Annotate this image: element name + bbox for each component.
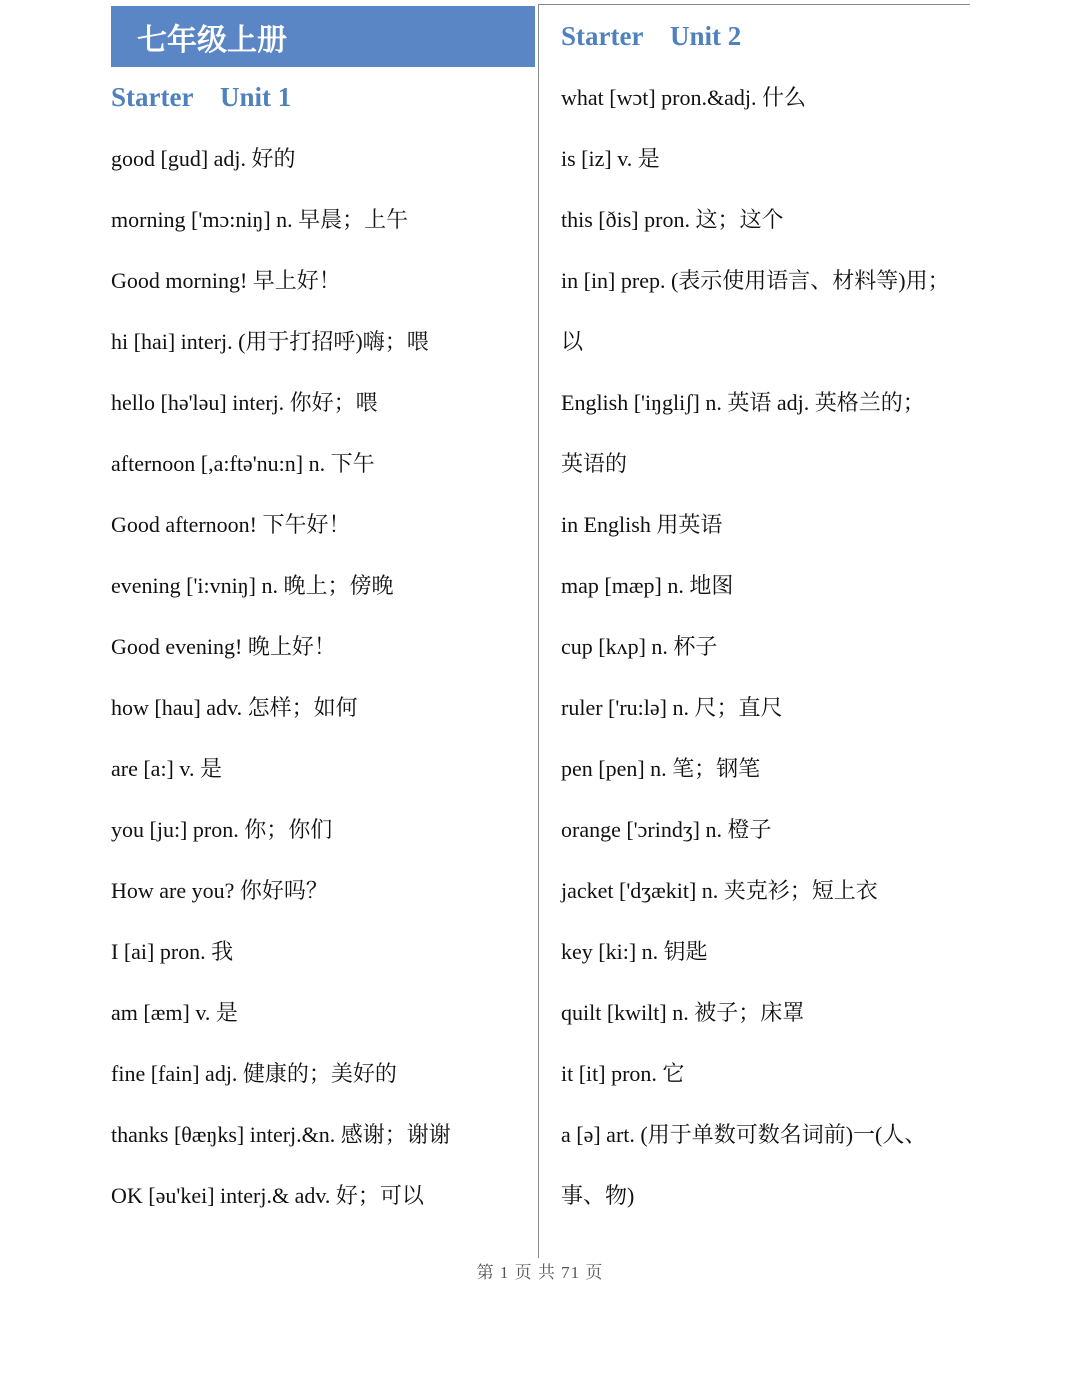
vocab-entry: afternoon [,a:ftə'nu:n] n. 下午 — [111, 451, 375, 476]
vocab-entry: map [mæp] n. 地图 — [561, 573, 734, 598]
vocab-entry: key [ki:] n. 钥匙 — [561, 939, 708, 964]
vocab-entry: this [ðis] pron. 这；这个 — [561, 207, 784, 232]
vocab-entry: cup [kʌp] n. 杯子 — [561, 634, 718, 659]
vocab-entry: are [a:] v. 是 — [111, 756, 222, 781]
right-vocab-column — [561, 67, 981, 1226]
left-vocab-column — [111, 128, 531, 1226]
vocab-entry: quilt [kwilt] n. 被子；床罩 — [561, 1000, 805, 1025]
vocab-entry: pen [pen] n. 笔；钢笔 — [561, 756, 761, 781]
vocab-entry: what [wɔt] pron.&adj. 什么 — [561, 85, 806, 110]
vocab-entry: How are you? 你好吗？ — [111, 878, 328, 903]
vocab-entry: it [it] pron. 它 — [561, 1061, 685, 1086]
page-number-footer: 第 1 页 共 71 页 — [476, 1263, 604, 1282]
vocab-entry: Good afternoon! 下午好！ — [111, 512, 351, 537]
top-rule — [538, 4, 970, 5]
left-unit-title: Starter Unit 1 — [111, 82, 292, 112]
vocab-entry: English ['iŋgliʃ] n. 英语 adj. 英格兰的； — [561, 390, 925, 415]
vocab-entry: 以 — [561, 329, 584, 354]
vocab-entry: 事、物) — [561, 1183, 635, 1208]
grade-title: 七年级上册 — [111, 6, 535, 67]
vocab-entry: hello [hə'ləu] interj. 你好；喂 — [111, 390, 378, 415]
vocab-entry: 英语的 — [561, 451, 628, 476]
vocab-entry: hi [hai] interj. (用于打招呼)嗨；喂 — [111, 329, 429, 354]
vocab-entry: jacket ['dʒækit] n. 夹克衫；短上衣 — [561, 878, 878, 903]
vocab-entry: in English 用英语 — [561, 512, 723, 537]
vocab-entry: how [hau] adv. 怎样；如何 — [111, 695, 358, 720]
vocab-entry: thanks [θæŋks] interj.&n. 感谢；谢谢 — [111, 1122, 451, 1147]
vocab-entry: OK [əu'kei] interj.& adv. 好；可以 — [111, 1183, 424, 1208]
vocab-entry: a [ə] art. (用于单数可数名词前)一(人、 — [561, 1122, 927, 1147]
vocab-entry: good [gud] adj. 好的 — [111, 146, 296, 171]
vocab-entry: you [ju:] pron. 你；你们 — [111, 817, 333, 842]
right-unit-title: Starter Unit 2 — [561, 21, 742, 51]
column-divider — [538, 4, 539, 1258]
vocab-entry: is [iz] v. 是 — [561, 146, 660, 171]
vocab-entry: Good morning! 早上好！ — [111, 268, 341, 293]
vocab-entry: ruler ['ru:lə] n. 尺；直尺 — [561, 695, 783, 720]
vocab-entry: am [æm] v. 是 — [111, 1000, 238, 1025]
vocab-entry: morning ['mɔ:niŋ] n. 早晨；上午 — [111, 207, 409, 232]
vocab-entry: Good evening! 晚上好！ — [111, 634, 336, 659]
vocab-entry: orange ['ɔrindʒ] n. 橙子 — [561, 817, 772, 842]
vocab-entry: fine [fain] adj. 健康的；美好的 — [111, 1061, 397, 1086]
vocab-entry: in [in] prep. (表示使用语言、材料等)用； — [561, 268, 950, 293]
vocab-entry: evening ['i:vniŋ] n. 晚上；傍晚 — [111, 573, 394, 598]
vocab-entry: I [ai] pron. 我 — [111, 939, 234, 964]
